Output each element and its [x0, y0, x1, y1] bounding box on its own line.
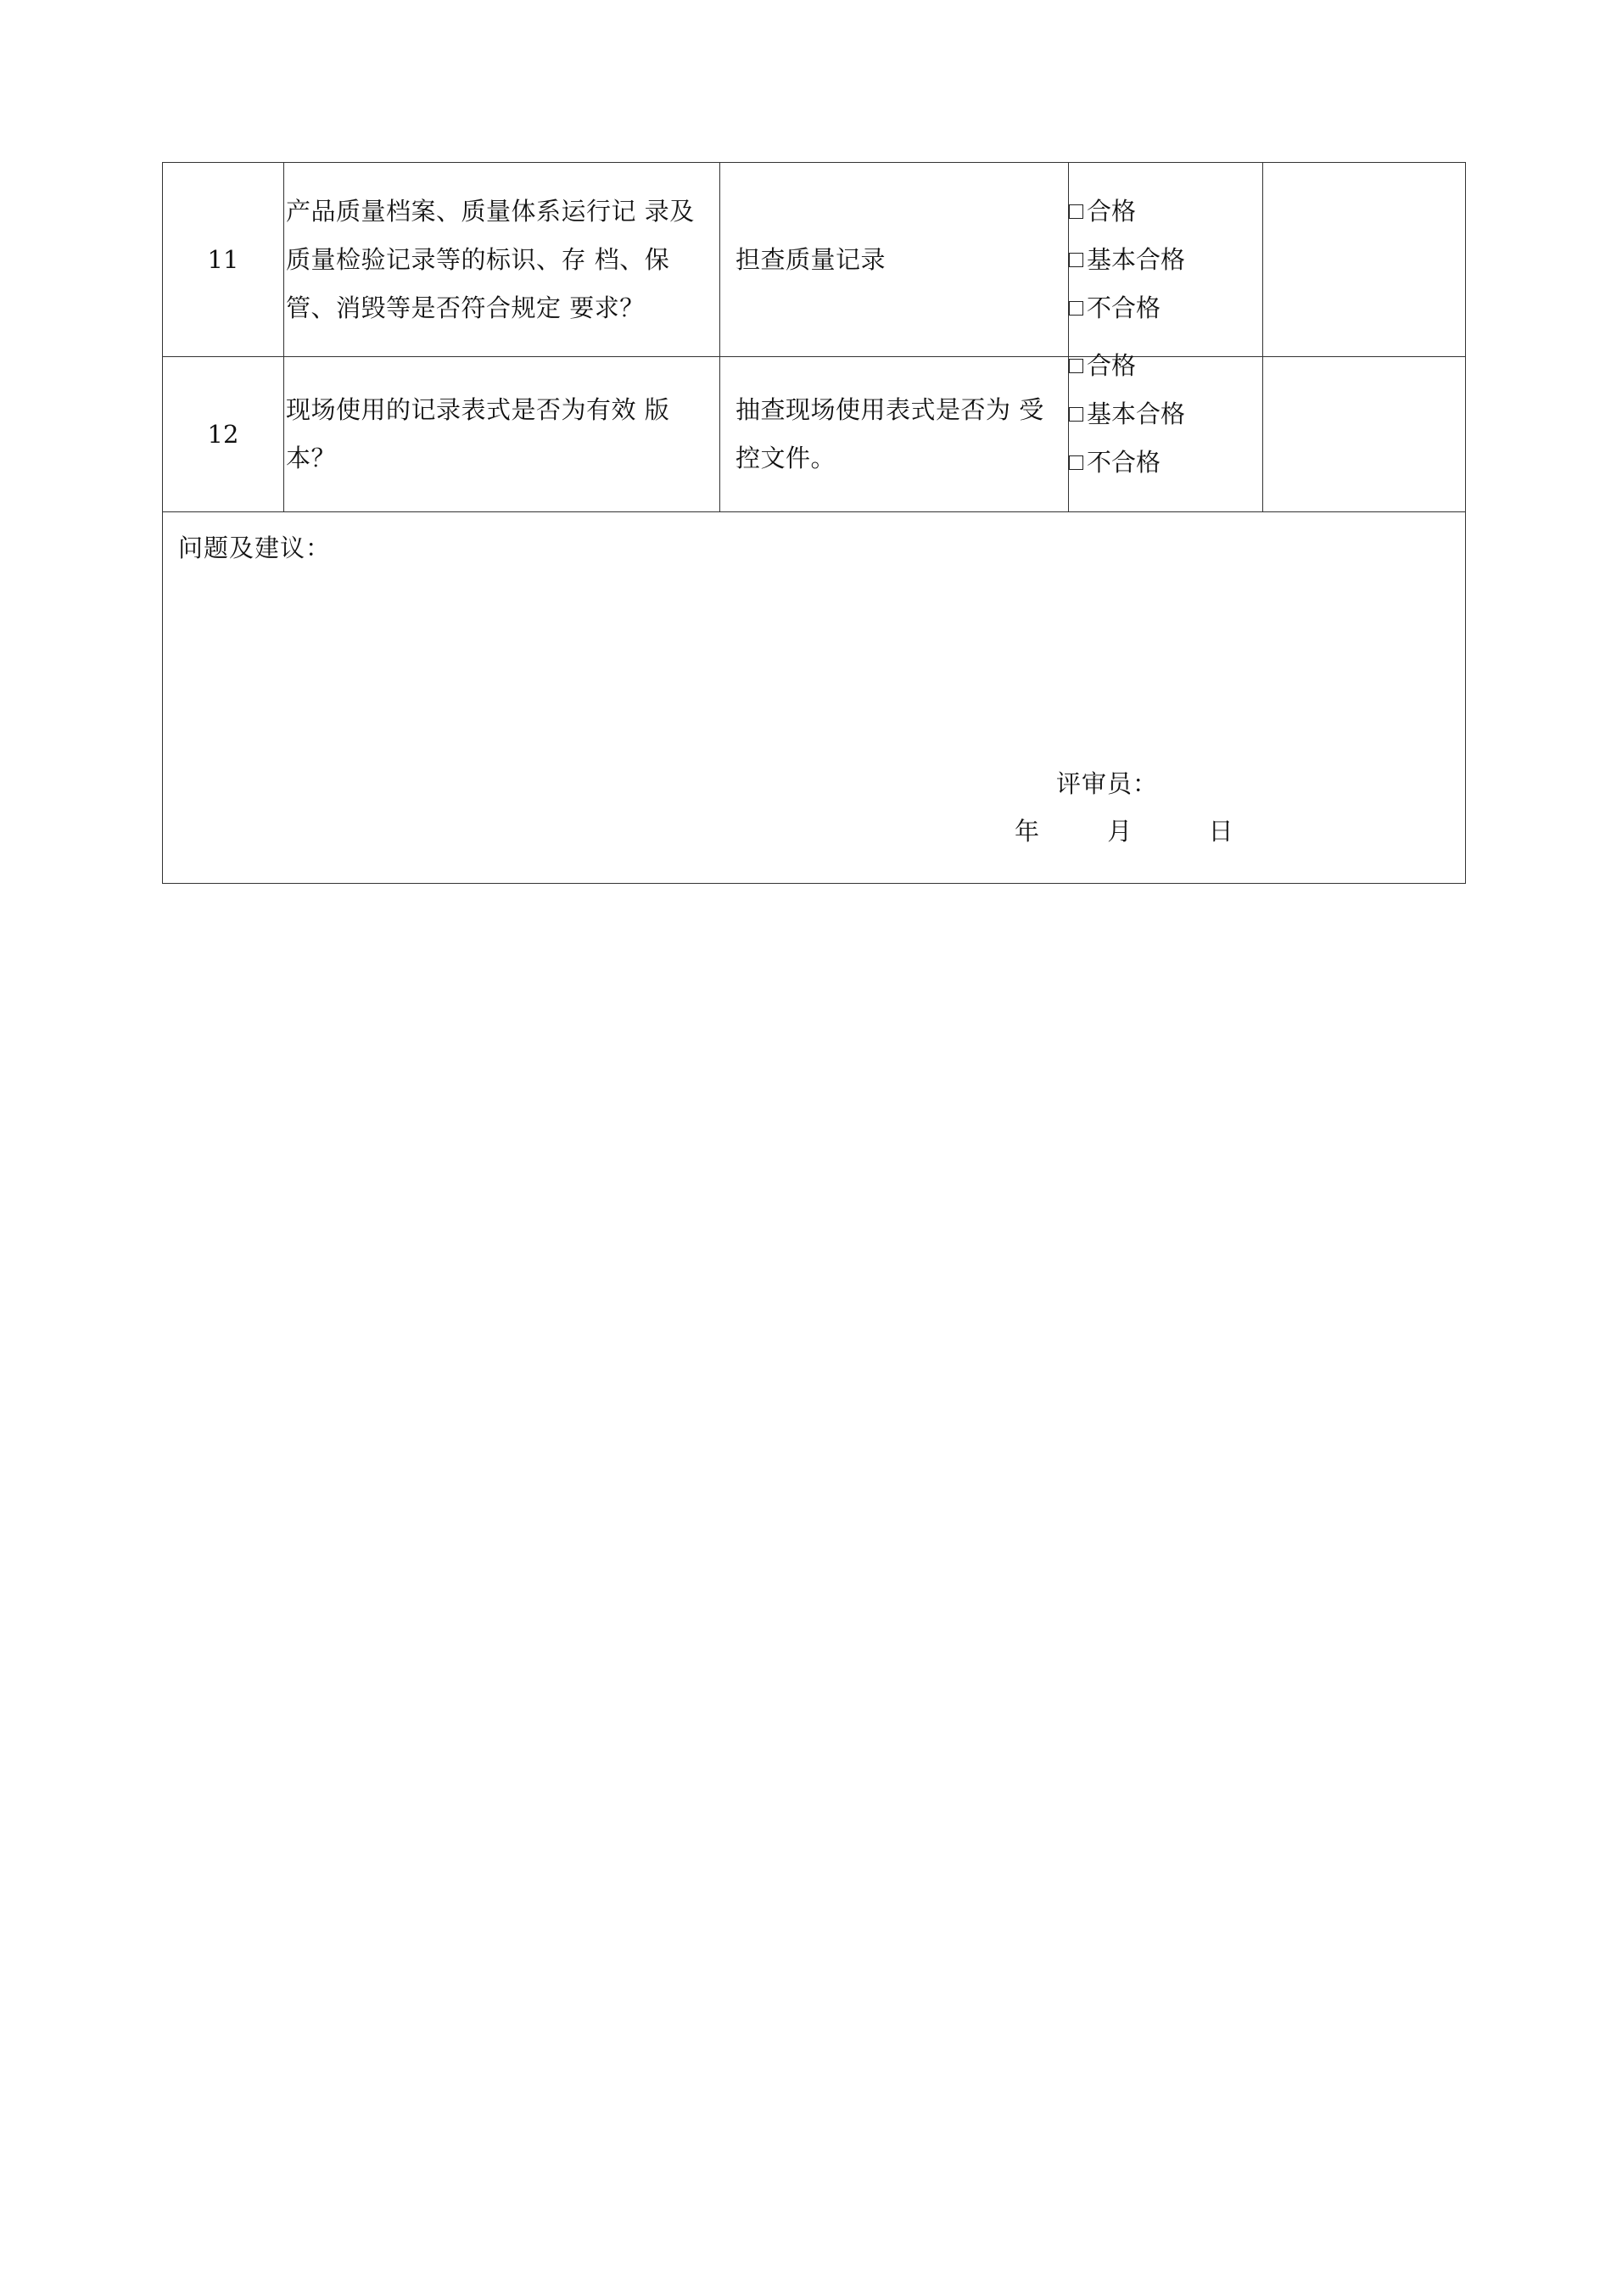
result-option-label: 合格 — [1087, 351, 1137, 380]
empty-checkbox-icon[interactable] — [1069, 359, 1083, 373]
check-method-text: 担查质量记录 — [735, 244, 887, 274]
result-option-basic-pass[interactable] — [1069, 236, 1262, 284]
empty-checkbox-icon[interactable] — [1069, 407, 1083, 422]
result-option-pass[interactable] — [1069, 187, 1262, 236]
remarks-cell[interactable] — [1263, 357, 1466, 512]
review-date — [1015, 814, 1233, 848]
result-option-label: 基本合格 — [1087, 244, 1186, 274]
result-option-fail[interactable] — [1069, 284, 1262, 332]
check-item-cell — [284, 357, 720, 512]
check-item-text: 现场使用的记录表式是否为有效 版本？ — [286, 395, 670, 472]
empty-checkbox-icon[interactable] — [1069, 455, 1083, 470]
remarks-cell[interactable] — [1263, 163, 1466, 357]
result-option-label: 不合格 — [1087, 448, 1161, 477]
summary-cell[interactable] — [163, 512, 1466, 884]
date-day-label: 日 — [1208, 817, 1233, 846]
result-cell — [1069, 163, 1263, 357]
table-row — [163, 357, 1466, 512]
empty-checkbox-icon[interactable] — [1069, 204, 1083, 219]
check-method-cell — [720, 357, 1069, 512]
check-method-text: 抽查现场使用表式是否为 受控文件。 — [735, 395, 1044, 472]
check-item-cell — [284, 163, 720, 357]
result-option-label: 不合格 — [1087, 293, 1161, 322]
result-option-basic-pass[interactable] — [1069, 390, 1262, 439]
table-row — [163, 163, 1466, 357]
result-option-label: 合格 — [1087, 196, 1137, 226]
audit-table — [162, 162, 1466, 884]
reviewer-label: 评审员： — [1056, 769, 1159, 798]
check-method-cell — [720, 163, 1069, 357]
check-item-text: 产品质量档案、质量体系运行记 录及质量检验记录等的标识、存 档、保管、消毁等是否符合规定 要求？ — [286, 196, 695, 322]
result-option-pass[interactable] — [1069, 342, 1262, 390]
row-number: 12 — [163, 357, 284, 512]
result-options — [1069, 342, 1262, 487]
result-cell — [1069, 351, 1263, 512]
result-options — [1069, 187, 1262, 332]
summary-row — [163, 512, 1466, 884]
result-option-fail[interactable] — [1069, 439, 1262, 487]
date-year-label: 年 — [1015, 817, 1040, 846]
result-option-label: 基本合格 — [1087, 399, 1186, 428]
empty-checkbox-icon[interactable] — [1069, 301, 1083, 316]
empty-checkbox-icon[interactable] — [1069, 253, 1083, 267]
issues-and-suggestions-label: 问题及建议： — [178, 533, 332, 562]
audit-sheet — [162, 162, 1465, 882]
row-number: 11 — [163, 163, 284, 357]
date-month-label: 月 — [1107, 817, 1133, 846]
